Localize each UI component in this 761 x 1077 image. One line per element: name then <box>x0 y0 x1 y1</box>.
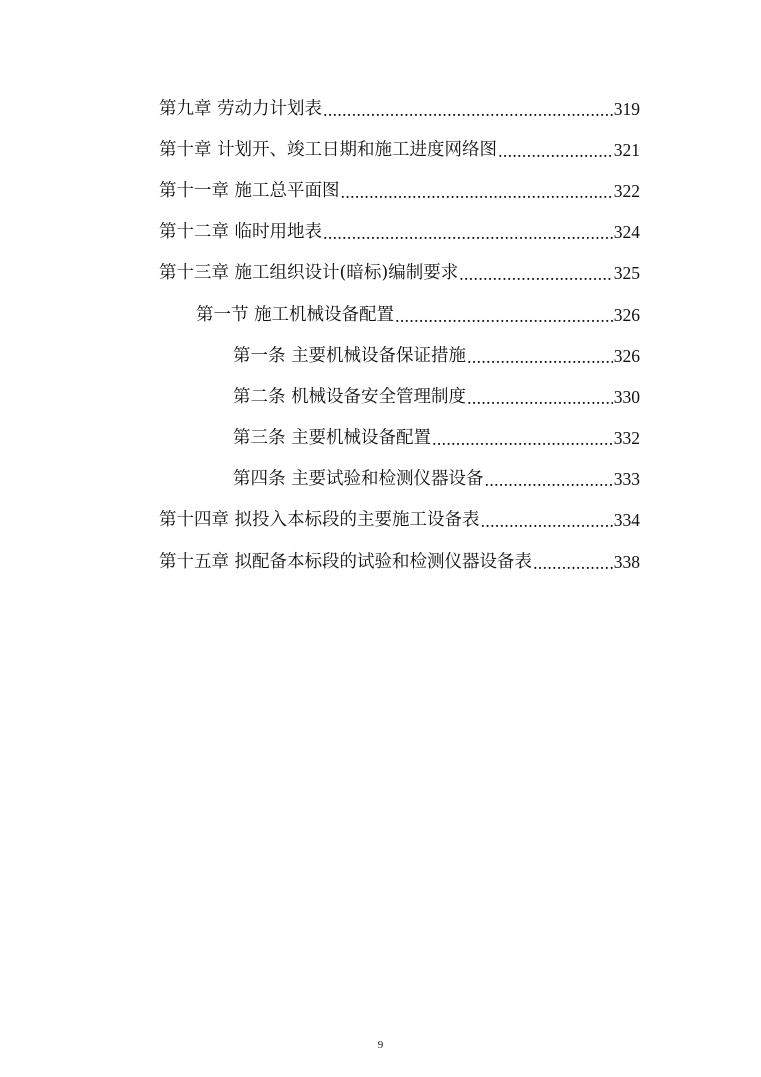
toc-entry-page: 332 <box>613 428 640 449</box>
toc-entry-article-1[interactable] <box>233 335 640 376</box>
toc-entry-title: 第十章 计划开、竣工日期和施工进度网络图 <box>159 139 498 160</box>
toc-dot-leader <box>432 428 613 450</box>
toc-entry-page: 325 <box>613 263 640 284</box>
toc-entry-article-3[interactable] <box>233 418 640 459</box>
toc-entry-page: 326 <box>613 345 640 366</box>
toc-dot-leader <box>323 99 613 121</box>
toc-dot-leader <box>467 346 613 368</box>
toc-entry-title: 第一条 主要机械设备保证措施 <box>233 345 467 366</box>
toc-dot-leader <box>323 222 613 244</box>
toc-dot-leader <box>485 469 613 491</box>
toc-dot-leader <box>533 552 613 574</box>
toc-entry-chapter-11[interactable] <box>159 170 640 211</box>
toc-entry-page: 322 <box>613 180 640 201</box>
toc-entry-article-2[interactable] <box>233 376 640 417</box>
toc-dot-leader <box>395 305 613 327</box>
toc-entry-page: 330 <box>613 386 640 407</box>
toc-dot-leader <box>467 387 613 409</box>
toc-dot-leader <box>481 510 613 532</box>
toc-entry-chapter-9[interactable] <box>159 88 640 129</box>
toc-entry-title: 第十二章 临时用地表 <box>159 222 323 243</box>
toc-dot-leader <box>498 140 613 162</box>
toc-entry-section-1[interactable] <box>196 294 640 335</box>
toc-entry-title: 第九章 劳动力计划表 <box>159 98 323 119</box>
toc-entry-title: 第十四章 拟投入本标段的主要施工设备表 <box>159 510 480 531</box>
toc-entry-chapter-10[interactable] <box>159 129 640 170</box>
toc-entry-page: 338 <box>613 551 640 572</box>
toc-entry-page: 334 <box>613 510 640 531</box>
toc-entry-chapter-14[interactable] <box>159 500 640 541</box>
toc-dot-leader <box>341 181 613 203</box>
toc-entry-page: 319 <box>613 98 640 119</box>
toc-dot-leader <box>459 263 613 285</box>
toc-entry-page: 333 <box>613 469 640 490</box>
toc-entry-page: 321 <box>613 139 640 160</box>
toc-entry-page: 324 <box>613 222 640 243</box>
toc-entry-title: 第三条 主要机械设备配置 <box>233 428 432 449</box>
toc-entry-chapter-13[interactable] <box>159 253 640 294</box>
toc-entry-article-4[interactable] <box>233 459 640 500</box>
toc-entry-title: 第四条 主要试验和检测仪器设备 <box>233 469 484 490</box>
table-of-contents <box>0 88 761 582</box>
page-number: 9 <box>377 1039 384 1051</box>
toc-entry-title: 第十一章 施工总平面图 <box>159 180 340 201</box>
toc-entry-title: 第十五章 拟配备本标段的试验和检测仪器设备表 <box>159 551 533 572</box>
toc-entry-chapter-15[interactable] <box>159 541 640 582</box>
toc-entry-page: 326 <box>613 304 640 325</box>
toc-entry-title: 第十三章 施工组织设计(暗标)编制要求 <box>159 263 459 284</box>
toc-entry-title: 第二条 机械设备安全管理制度 <box>233 386 467 407</box>
toc-entry-chapter-12[interactable] <box>159 212 640 253</box>
toc-entry-title: 第一节 施工机械设备配置 <box>196 304 395 325</box>
